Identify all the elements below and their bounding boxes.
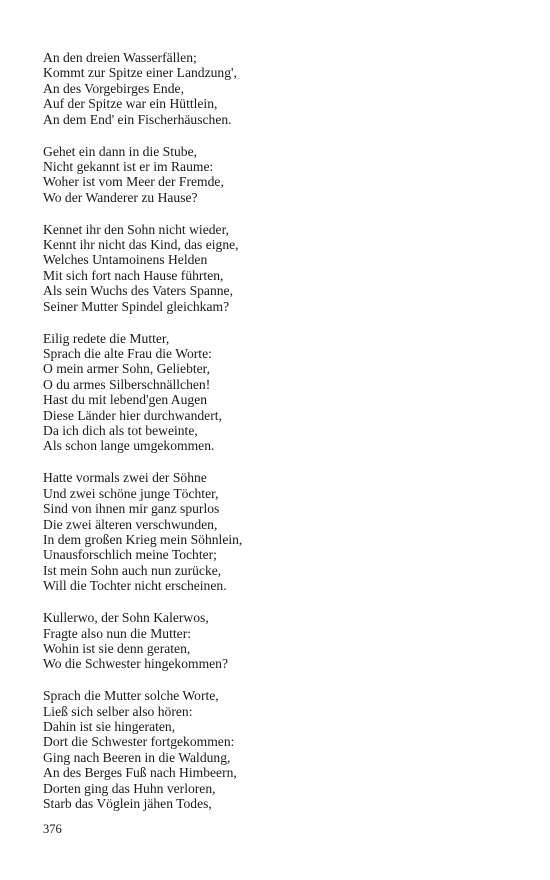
verse-line: Sprach die Mutter solche Worte, bbox=[43, 688, 219, 704]
verse-line: Als schon lange umgekommen. bbox=[43, 438, 215, 454]
verse-line: Wo die Schwester hingekommen? bbox=[43, 656, 229, 672]
verse-line: O du armes Silberschnällchen! bbox=[43, 376, 211, 392]
verse-line: Kullerwo, der Sohn Kalerwos, bbox=[43, 610, 209, 626]
verse-line: Hatte vormals zwei der Söhne bbox=[43, 470, 207, 486]
poem-text bbox=[43, 50, 523, 828]
stanza bbox=[43, 331, 523, 454]
verse-line: Welches Untamoinens Helden bbox=[43, 252, 208, 268]
verse-line: O mein armer Sohn, Geliebter, bbox=[43, 361, 211, 377]
verse-line: Dort die Schwester fortgekommen: bbox=[43, 734, 235, 750]
stanza bbox=[43, 610, 523, 672]
verse-line: Kennt ihr nicht das Kind, das eigne, bbox=[43, 237, 239, 253]
verse-line: Ist mein Sohn auch nun zurücke, bbox=[43, 562, 222, 578]
verse-line: Sind von ihnen mir ganz spurlos bbox=[43, 501, 220, 517]
stanza bbox=[43, 470, 523, 593]
verse-line: An dem End' ein Fischerhäuschen. bbox=[43, 111, 232, 127]
verse-line: Seiner Mutter Spindel gleichkam? bbox=[43, 298, 230, 314]
verse-line: An den dreien Wasserfällen; bbox=[43, 50, 197, 65]
verse-line: Gehet ein dann in die Stube, bbox=[43, 143, 198, 159]
verse-line: Sprach die alte Frau die Worte: bbox=[43, 346, 212, 361]
verse-line: An des Vorgebirges Ende, bbox=[43, 80, 184, 96]
verse-line: An des Berges Fuß nach Himbeern, bbox=[43, 765, 237, 781]
page-number: 376 bbox=[43, 822, 62, 836]
verse-line: Dorten ging das Huhn verloren, bbox=[43, 780, 216, 796]
stanza bbox=[43, 144, 523, 206]
verse-line: In dem großen Krieg mein Söhnlein, bbox=[43, 531, 243, 547]
verse-line: Eilig redete die Mutter, bbox=[43, 330, 170, 346]
verse-line: Hast du mit lebend'gen Augen bbox=[43, 392, 208, 408]
verse-line: Die zwei älteren verschwunden, bbox=[43, 516, 218, 532]
verse-line: Und zwei schöne junge Töchter, bbox=[43, 485, 219, 501]
stanza bbox=[43, 50, 523, 127]
verse-line: Ging nach Beeren in die Waldung, bbox=[43, 749, 231, 765]
stanza bbox=[43, 688, 523, 811]
verse-line: Nicht gekannt ist er im Raume: bbox=[43, 158, 214, 174]
verse-line: Kennet ihr den Sohn nicht wieder, bbox=[43, 221, 229, 237]
verse-line: Kommt zur Spitze einer Landzung', bbox=[43, 65, 237, 81]
stanza bbox=[43, 222, 523, 314]
verse-line: Auf der Spitze war ein Hüttlein, bbox=[43, 96, 218, 112]
verse-line: Diese Länder hier durchwandert, bbox=[43, 407, 222, 423]
verse-line: Da ich dich als tot beweinte, bbox=[43, 423, 198, 439]
verse-line: Starb das Vöglein jähen Todes, bbox=[43, 796, 212, 812]
verse-line: Als sein Wuchs des Vaters Spanne, bbox=[43, 283, 233, 299]
verse-line: Ließ sich selber also hören: bbox=[43, 703, 193, 719]
verse-line: Wohin ist sie denn geraten, bbox=[43, 640, 191, 656]
verse-line: Fragte also nun die Mutter: bbox=[43, 625, 191, 641]
verse-line: Dahin ist sie hingeraten, bbox=[43, 719, 176, 735]
verse-line: Will die Tochter nicht erscheinen. bbox=[43, 578, 227, 594]
verse-line: Wo der Wanderer zu Hause? bbox=[43, 189, 198, 205]
verse-line: Unausforschlich meine Tochter; bbox=[43, 547, 217, 563]
verse-line: Woher ist vom Meer der Fremde, bbox=[43, 174, 224, 190]
verse-line: Mit sich fort nach Hause führten, bbox=[43, 267, 224, 283]
